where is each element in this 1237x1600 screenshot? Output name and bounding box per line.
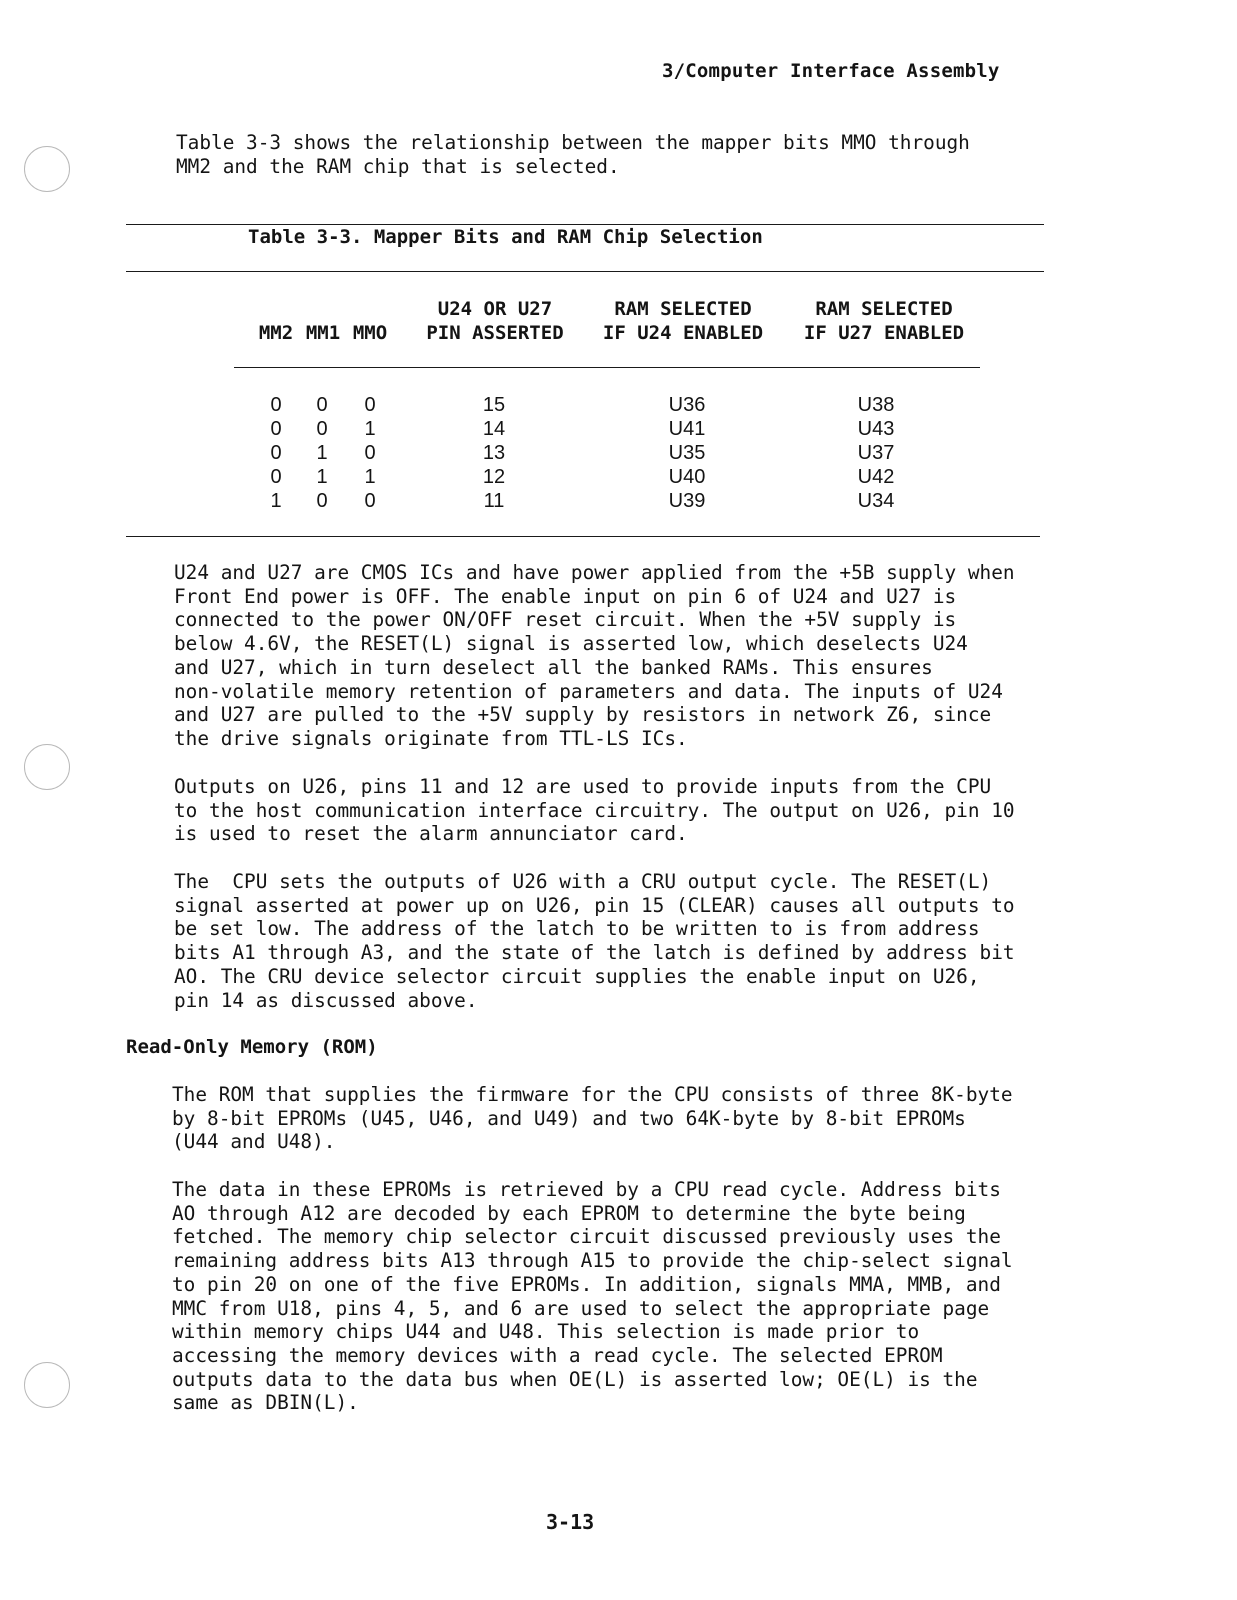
- binder-hole-middle: [24, 744, 70, 790]
- table-cell: U40: [668, 466, 706, 488]
- table-cell: 0: [270, 442, 282, 464]
- table-cell: 1: [316, 442, 328, 464]
- table-cell: U37: [857, 442, 895, 464]
- table-cell: U41: [668, 418, 706, 440]
- table-cell: 0: [270, 394, 282, 416]
- section-heading-rom: Read-Only Memory (ROM): [126, 1036, 378, 1058]
- binder-hole-bottom: [24, 1362, 70, 1408]
- binder-hole-top: [24, 146, 70, 192]
- table-cell: U35: [668, 442, 706, 464]
- table-cell: 1: [316, 466, 328, 488]
- paragraph-rom: The ROM that supplies the firmware for the CPU consists of three 8K-byte by 8-bit EPROMs (U45, U46, and U49) and two 64K-byte by 8-bit EPROMs (U44 and U48).: [172, 1083, 1013, 1154]
- col-header-u24-line2: IF U24 ENABLED: [602, 322, 764, 344]
- table-title: Table 3-3. Mapper Bits and RAM Chip Selection: [248, 226, 763, 248]
- table-cell: 0: [270, 418, 282, 440]
- table-cell: 0: [316, 394, 328, 416]
- table-title-rule: [126, 271, 1044, 272]
- table-cell: U34: [857, 490, 895, 512]
- col-header-pin-line1: U24 OR U27: [437, 298, 553, 320]
- table-top-rule: [126, 224, 1044, 225]
- table-cell: 0: [316, 490, 328, 512]
- table-cell: U42: [857, 466, 895, 488]
- table-cell: 1: [364, 418, 376, 440]
- table-cell: U39: [668, 490, 706, 512]
- table-cell: U43: [857, 418, 895, 440]
- col-header-mm2: MM2: [258, 322, 294, 344]
- table-cell: 12: [482, 466, 506, 488]
- paragraph-cru: The CPU sets the outputs of U26 with a CRU output cycle. The RESET(L) signal asserted at power up on U26, pin 15 (CLEAR) causes all outputs to be set low. The address of the latch to be written to is from address bits A1 through A3, and the state of the latch is defined by address bit AO. The CRU device selector circuit supplies the enable input on U26, pin 14 as discussed above.: [174, 870, 1015, 1012]
- col-header-mm1: MM1: [305, 322, 341, 344]
- table-cell: 0: [364, 490, 376, 512]
- table-cell: 14: [482, 418, 506, 440]
- table-cell: 0: [364, 394, 376, 416]
- col-header-u27-line1: RAM SELECTED: [815, 298, 953, 320]
- col-header-pin-line2: PIN ASSERTED: [426, 322, 564, 344]
- running-head: 3/Computer Interface Assembly: [662, 60, 1000, 82]
- col-header-u24-line1: RAM SELECTED: [614, 298, 752, 320]
- table-cell: 15: [482, 394, 506, 416]
- paragraph-outputs: Outputs on U26, pins 11 and 12 are used to provide inputs from the CPU to the host communication interface circuitry. The output on U26, pin 10 is used to reset the alarm annunciator card.: [174, 775, 1015, 846]
- col-header-u27-line2: IF U27 ENABLED: [803, 322, 965, 344]
- table-bottom-rule: [126, 536, 1040, 537]
- table-cell: 11: [483, 490, 505, 512]
- col-header-mm0: MMO: [352, 322, 388, 344]
- table-cell: 0: [364, 442, 376, 464]
- table-cell: U38: [857, 394, 895, 416]
- table-header-rule: [234, 367, 980, 368]
- intro-paragraph: Table 3-3 shows the relationship between the mapper bits MMO through MM2 and the RAM chip that is selected.: [176, 131, 970, 178]
- table-cell: 0: [316, 418, 328, 440]
- table-cell: 0: [270, 466, 282, 488]
- table-cell: 1: [364, 466, 376, 488]
- table-cell: 13: [482, 442, 506, 464]
- table-cell: U36: [668, 394, 706, 416]
- table-cell: 1: [270, 490, 282, 512]
- paragraph-cmos: U24 and U27 are CMOS ICs and have power applied from the +5B supply when Front End power is OFF. The enable input on pin 6 of U24 and U27 is connected to the power ON/OFF reset circuit. When the +5V supply is below 4.6V, the RESET(L) signal is asserted low, which deselects U24 and U27, which in turn deselect all the banked RAMs. This ensures non-volatile memory retention of parameters and data. The inputs of U24 and U27 are pulled to the +5V supply by resistors in network Z6, since the drive signals originate from TTL-LS ICs.: [174, 561, 1015, 750]
- page-number: 3-13: [546, 1510, 595, 1534]
- paragraph-eprom-read: The data in these EPROMs is retrieved by a CPU read cycle. Address bits AO through A12 are decoded by each EPROM to determine the byte being fetched. The memory chip selector circuit discussed previously uses the remaining address bits A13 through A15 to provide the chip-select signal to pin 20 on one of the five EPROMs. In addition, signals MMA, MMB, and MMC from U18, pins 4, 5, and 6 are used to select the appropriate page within memory chips U44 and U48. This selection is made prior to accessing the memory devices with a read cycle. The selected EPROM outputs data to the data bus when OE(L) is asserted low; OE(L) is the same as DBIN(L).: [172, 1178, 1013, 1415]
